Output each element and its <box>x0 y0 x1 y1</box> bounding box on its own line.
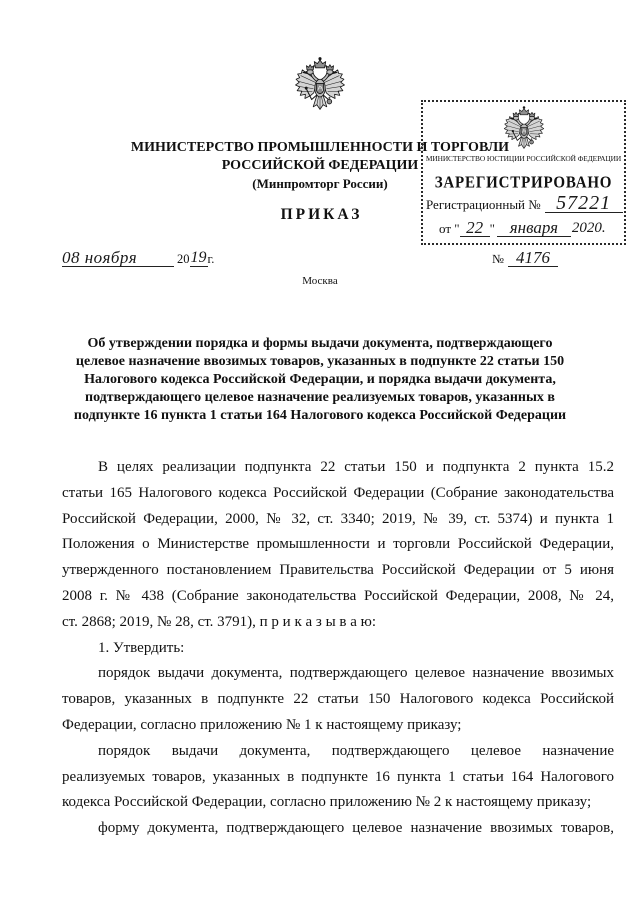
order-date-suffix: г. <box>207 252 215 266</box>
approved-item-1-line: Федерации, согласно приложению № 1 к настоящему приказу; <box>62 716 462 733</box>
order-date <box>62 249 214 267</box>
order-number-value: 4176 <box>508 249 558 267</box>
stamp-date-quote: " <box>489 221 495 236</box>
preamble-line: Положения о Министерстве промышленности и торговли Российской Федерации, <box>62 536 614 553</box>
stamp-status: ЗАРЕГИСТРИРОВАНО <box>434 173 613 193</box>
title-line: целевое назначение ввозимых товаров, указанных в подпункте 22 статьи 150 <box>75 354 565 369</box>
ministry-short-name: (Минпромторг России) <box>252 176 388 191</box>
title-line: Налогового кодекса Российской Федерации, и порядка выдачи документа, <box>84 372 556 387</box>
title-line: Об утверждении порядка и формы выдачи документа, подтверждающего <box>87 336 553 351</box>
approved-item-2-line: кодекса Российской Федерации, согласно приложению № 2 к настоящему приказу; <box>62 794 592 811</box>
order-date-century: 20 <box>177 252 190 266</box>
preamble-line: статьи 165 Налогового кодекса Российской Федерации (Собрание законодательства <box>62 484 614 501</box>
approved-item-3-line: форму документа, подтверждающего целевое назначение ввозимых товаров, <box>98 820 614 837</box>
preamble-line: ст. 2868; 2019, № 28, ст. 3791), п р и к а з ы в а ю: <box>62 613 377 630</box>
preamble-line: В целях реализации подпункта 22 статьи 150 и подпункта 2 пункта 15.2 <box>98 459 614 475</box>
preamble-line: утвержденного постановлением Правительства Российской Федерации от 5 июня <box>62 562 614 579</box>
ministry-name-line-1: МИНИСТЕРСТВО ПРОМЫШЛЕННОСТИ И ТОРГОВЛИ <box>130 140 510 155</box>
order-title <box>0 335 640 425</box>
approved-item-2-line: реализуемых товаров, указанных в подпункте 16 пункта 1 статьи 164 Налогового <box>62 768 614 785</box>
order-date-day-month: 08 ноября <box>62 249 174 267</box>
stamp-date-year: 2020. <box>571 220 606 236</box>
document-type: ПРИКАЗ <box>280 206 363 223</box>
approved-item-1-line: порядок выдачи документа, подтверждающего целевое назначение ввозимых <box>98 665 614 682</box>
approved-item-2-line: порядок выдачи документа, подтверждающего целевое назначение <box>98 742 614 759</box>
stamp-registration-label: Регистрационный № <box>426 197 541 212</box>
title-line: подпункте 16 пункта 1 статьи 164 Налогового кодекса Российской Федерации <box>73 408 567 423</box>
preamble-line: Российской Федерации, 2000, № 32, ст. 3340; 2019, № 39, ст. 5374) и пункта 1 <box>62 510 614 527</box>
registration-stamp <box>421 100 626 245</box>
stamp-date-prefix: от " <box>439 221 460 236</box>
stamp-registration-number: 57221 <box>545 195 623 213</box>
stamp-registration-line <box>426 192 623 214</box>
approved-item-1-line: товаров, указанных в подпункте 22 статьи 150 Налогового кодекса Российской <box>62 691 614 708</box>
title-line: подтверждающего целевое назначение реализуемых товаров, указанных в <box>85 390 555 405</box>
order-date-year: 19 <box>190 249 207 266</box>
city: Москва <box>302 275 338 287</box>
coat-of-arms-icon <box>502 106 546 153</box>
stamp-date-month: января <box>497 219 571 237</box>
stamp-date-day: 22 <box>460 219 490 237</box>
clause-1-heading: 1. Утвердить: <box>98 639 185 656</box>
stamp-authority: МИНИСТЕРСТВО ЮСТИЦИИ РОССИЙСКОЙ ФЕДЕРАЦИИ <box>425 154 622 163</box>
preamble-line: 2008 г. № 438 (Собрание законодательства Российской Федерации, 2008, № 24, <box>62 587 614 604</box>
stamp-date-line <box>439 219 606 237</box>
russian-coat-of-arms-icon <box>294 54 346 118</box>
ministry-name-line-2: РОССИЙСКОЙ ФЕДЕРАЦИИ <box>221 158 419 173</box>
order-number <box>492 249 558 267</box>
order-number-sign: № <box>492 252 504 266</box>
order-body <box>62 455 614 842</box>
